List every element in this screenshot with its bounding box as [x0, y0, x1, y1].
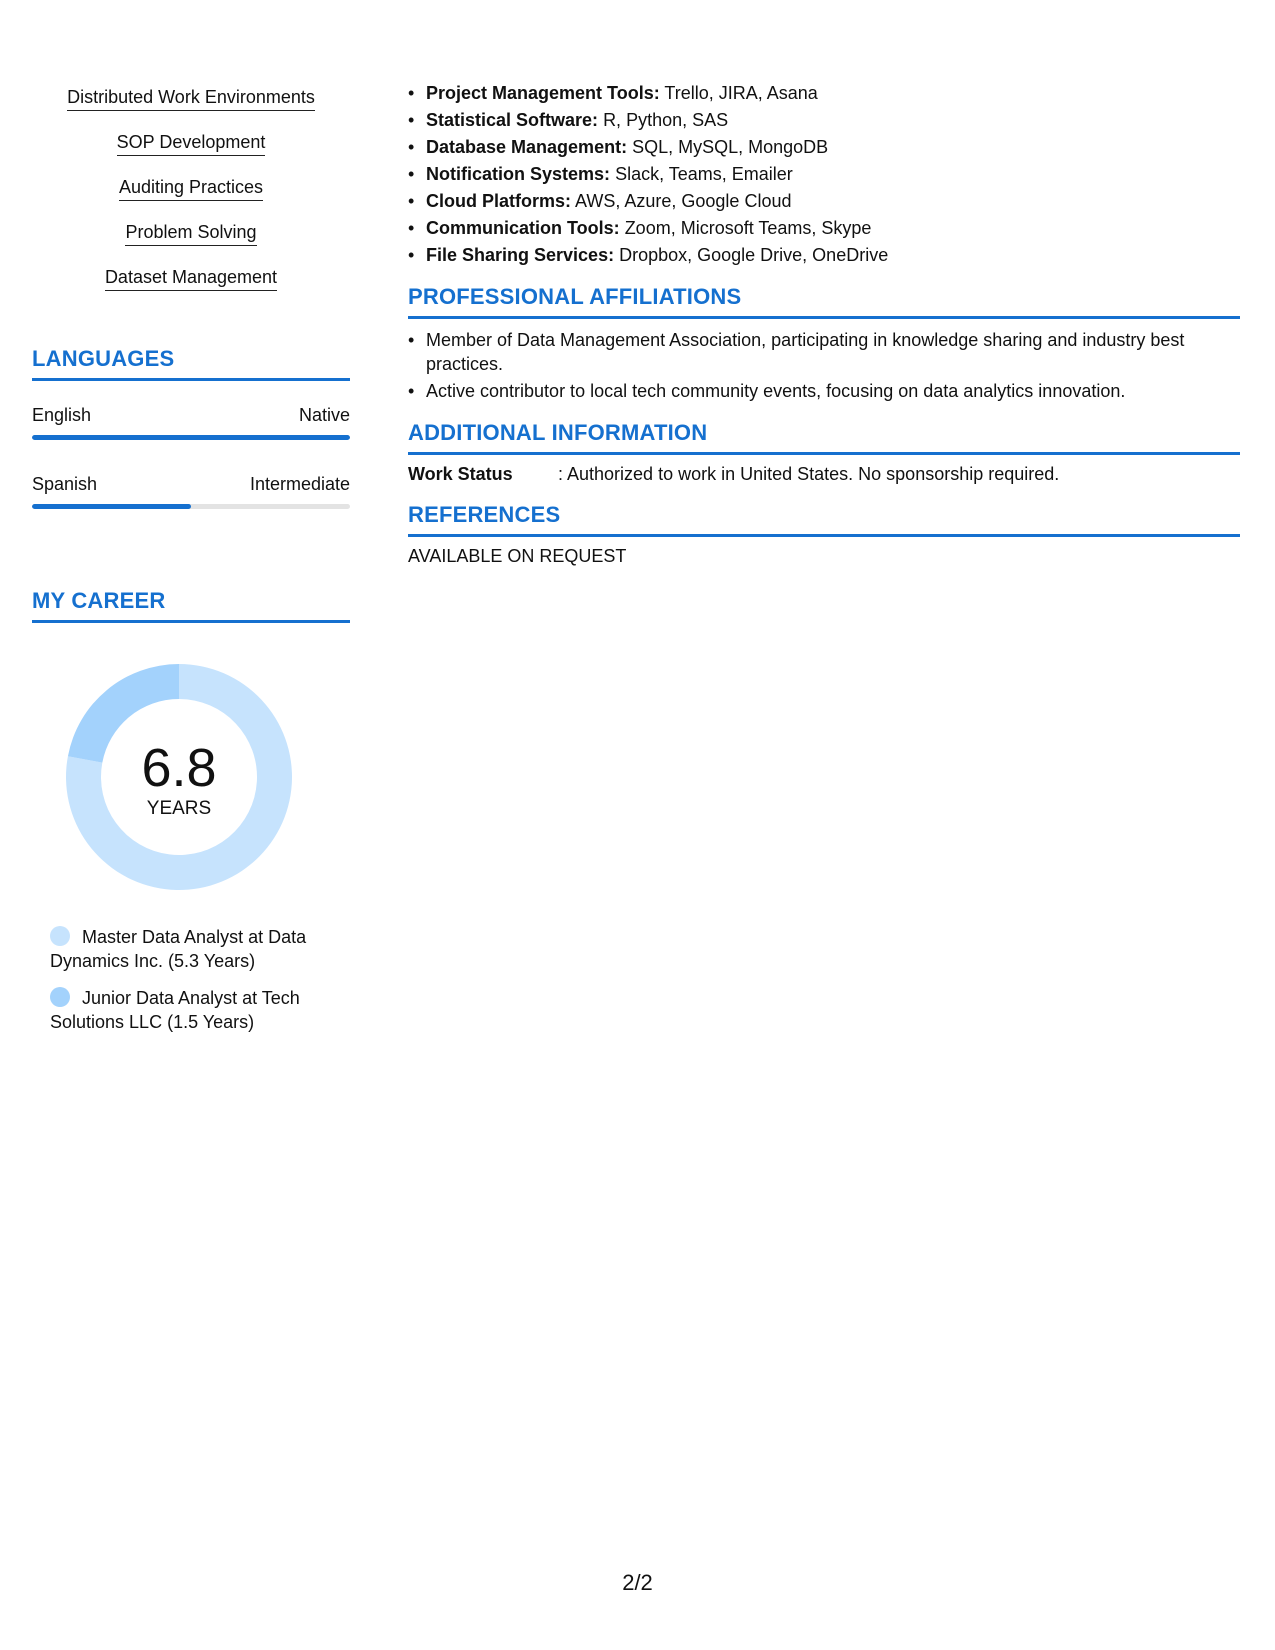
affiliation-item: • Member of Data Management Association, participating in knowledge sharing and industry best practices. [408, 328, 1240, 376]
legend-dot-icon [50, 926, 70, 946]
tool-item: • Statistical Software: R, Python, SAS [408, 107, 1240, 134]
language-level: Intermediate [249, 474, 350, 494]
skill-item: SOP Development [32, 131, 350, 176]
career-total-years: 6.8 [141, 738, 217, 798]
affiliation-item: • Active contributor to local tech community events, focusing on data analytics innovation. [408, 379, 1240, 403]
tool-item: • Communication Tools: Zoom, Microsoft Teams, Skype [408, 215, 1240, 242]
tool-item: • Cloud Platforms: AWS, Azure, Google Cloud [408, 188, 1240, 215]
work-status-value: : Authorized to work in United States. No sponsorship required. [558, 464, 1060, 484]
language-name: Spanish [32, 474, 98, 494]
language-bar [32, 504, 350, 509]
career-legend [50, 925, 350, 1047]
tool-item: • Database Management: SQL, MySQL, MongoDB [408, 134, 1240, 161]
references-heading: REFERENCES [408, 502, 1240, 537]
page-number: 2/2 [622, 1570, 653, 1595]
skill-item: Problem Solving [32, 221, 350, 266]
legend-dot-icon [50, 987, 70, 1007]
tool-item: • File Sharing Services: Dropbox, Google Drive, OneDrive [408, 242, 1240, 269]
language-level: Native [298, 405, 350, 425]
skill-item: Auditing Practices [32, 176, 350, 221]
tools-list [408, 80, 1240, 269]
skill-item: Distributed Work Environments [32, 86, 350, 131]
career-total-unit: YEARS [146, 798, 212, 819]
tool-item: • Notification Systems: Slack, Teams, Emailer [408, 161, 1240, 188]
career-heading: MY CAREER [32, 588, 350, 623]
language-bar-fill [32, 435, 350, 440]
affiliations-list [408, 328, 1240, 406]
references-text: AVAILABLE ON REQUEST [408, 546, 627, 566]
work-status-label: Work Status [408, 464, 513, 484]
tool-item: • Project Management Tools: Trello, JIRA, Asana [408, 80, 1240, 107]
legend-item: Junior Data Analyst at Tech Solutions LLC (1.5 Years) [50, 988, 300, 1032]
language-bar-fill [32, 504, 191, 509]
skill-item: Dataset Management [32, 266, 350, 311]
skills-list [32, 86, 350, 311]
legend-item: Master Data Analyst at Data Dynamics Inc. (5.3 Years) [50, 927, 307, 971]
additional-info-heading: ADDITIONAL INFORMATION [408, 420, 1240, 455]
languages-heading: LANGUAGES [32, 346, 350, 381]
affiliations-heading: PROFESSIONAL AFFILIATIONS [408, 284, 1240, 319]
language-bar [32, 435, 350, 440]
language-name: English [32, 405, 92, 425]
